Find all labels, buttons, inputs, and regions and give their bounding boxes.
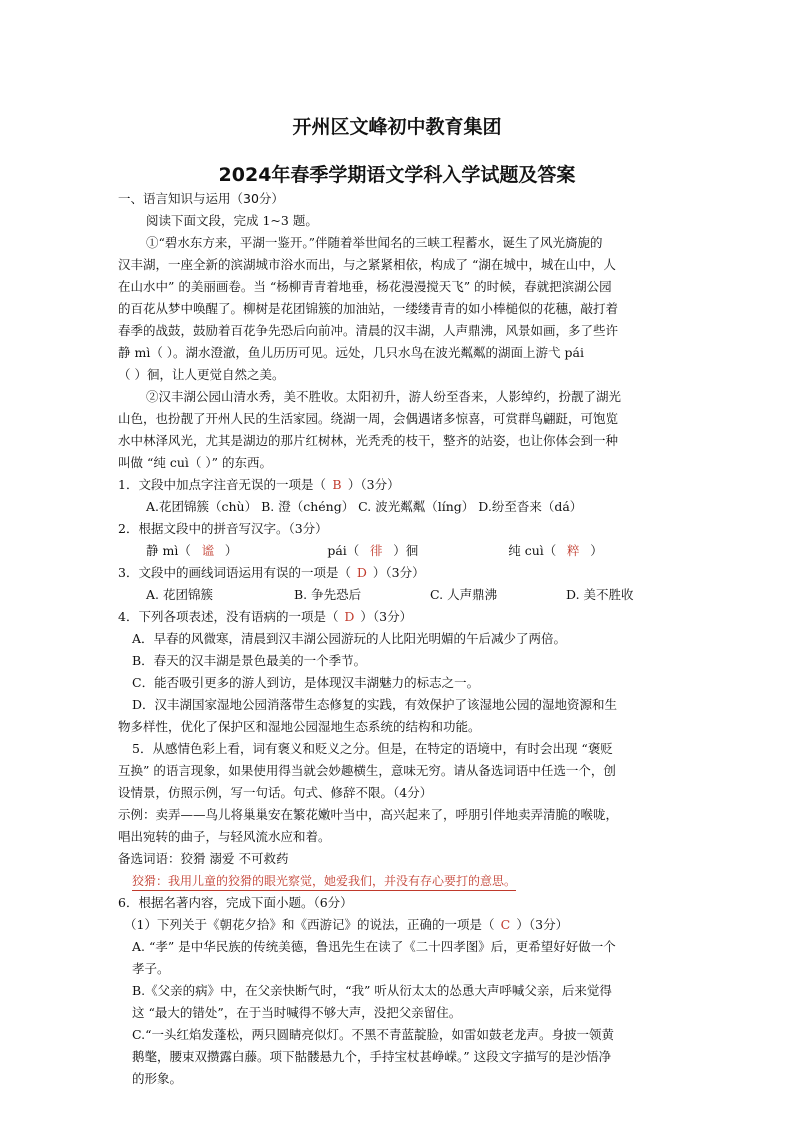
passage-2-line: 叫做 “纯 cuì（ ）” 的东西。 (118, 455, 272, 470)
question-1-score: ）（3分） (343, 477, 400, 492)
answer-prompt: pái（ (327, 543, 360, 558)
question-6-1-text: （1）下列关于《朝花夕拾》和《西游记》的说法，正确的一项是（ (124, 917, 499, 932)
section-heading: 一、语言知识与运用（30分） (118, 191, 284, 206)
question-4-option: A．早春的风微寒，清晨到汉丰湖公园游玩的人比阳光明媚的午后减少了两倍。 (132, 631, 567, 646)
answer-mark: 粹 (567, 543, 580, 558)
passage-1-line: 春季的战鼓，鼓励着百花争先恐后向前冲。清晨的汉丰湖，人声鼎沸，风景如画，多了些许 (118, 323, 619, 338)
answer-mark: D (344, 609, 355, 624)
answer-mark: D (356, 565, 367, 580)
answer-prompt: 纯 cuì（ (508, 543, 557, 558)
question-6-option: 鹅氅，腰束双攒露白藤。项下骷髅悬九个，手持宝杖甚峥嵘。” 这段文字描写的是沙悟净 (132, 1049, 612, 1064)
question-2: 2．根据文段中的拼音写汉字。（3分） (118, 521, 328, 536)
question-4 (118, 608, 412, 626)
question-6-option: C.“一头红焰发蓬松，两只圆睛亮似灯。不黑不青蓝靛脸，如雷如鼓老龙声。身披一领黄 (132, 1027, 614, 1042)
question-1-text: 1．文段中加点字注音无误的一项是（ (118, 477, 330, 492)
question-3-option: A. 花团锦簇 (146, 587, 213, 602)
question-6-option: 孝子。 (132, 961, 170, 976)
question-5-word-choices: 备选词语：狡猾 溺爱 不可救药 (118, 851, 289, 866)
question-1-options: A.花团锦簇（chù） B. 澄（chéng） C. 波光粼粼（líng） D.纷至沓来（dá） (146, 499, 583, 514)
question-2-answers (146, 542, 603, 560)
question-5-example: 唱出宛转的曲子，与轻风流水应和着。 (118, 829, 331, 844)
question-4-option: B．春天的汉丰湖是景色最美的一个季节。 (132, 653, 367, 668)
passage-1-line: （ ）徊，让人更觉自然之美。 (118, 367, 285, 382)
passage-2-line: 山色，也扮靓了开州人民的生活家园。绕湖一周，会偶遇诸多惊喜，可赏群鸟翩跹，可饱览 (118, 411, 619, 426)
answer-prompt: ） (590, 543, 603, 558)
question-1 (118, 476, 400, 494)
question-5-answer: 狡猾：我用儿童的狡猾的眼光察觉，她爱我们，并没有存心要打的意思。 (132, 872, 516, 891)
question-5-example: 示例：卖弄——鸟儿将巢巢安在繁花嫩叶当中，高兴起来了，呼朋引伴地卖弄清脆的喉咙， (118, 807, 619, 822)
question-6-1 (124, 916, 568, 934)
reading-intro: 阅读下面文段，完成 1~3 题。 (146, 213, 318, 228)
question-3 (118, 564, 425, 582)
answer-mark: C (500, 917, 511, 932)
answer-prompt: ）徊 (393, 543, 419, 558)
question-3-text: 3．文段中的画线词语运用有误的一项是（ (118, 565, 355, 580)
passage-1-line: 的百花从梦中唤醒了。柳树是花团锦簇的加油站，一缕缕青青的如小棒槌似的花穗，敲打着 (118, 301, 619, 316)
question-4-option: C．能否吸引更多的游人到访，是体现汉丰湖魅力的标志之一。 (132, 675, 480, 690)
question-6-option: 的形象。 (132, 1071, 183, 1086)
question-5-line: 设情景，仿照示例，写一句话。句式、修辞不限。（4分） (118, 785, 433, 800)
question-4-option: D．汉丰湖国家湿地公园消落带生态修复的实践，有效保护了该湿地公园的湿地资源和生 (132, 697, 618, 712)
question-6-option: B.《父亲的病》中，在父亲快断气时，“我” 听从衍太太的怂恿大声呼喊父亲，后来觉得 (132, 983, 612, 998)
question-5-line: 5．从感情色彩上看，词有褒义和贬义之分。但是，在特定的语境中，有时会出现 “褒贬 (132, 741, 613, 756)
question-5-line: 互换” 的语言现象，如果使用得当就会妙趣横生，意味无穷。请从备选词语中任选一个，创 (118, 763, 616, 778)
answer-mark: B (332, 477, 342, 492)
passage-2-line: ②汉丰湖公园山清水秀，美不胜收。太阳初升，游人纷至沓来，人影绰约，扮靓了湖光 (146, 389, 622, 404)
question-3-score: ）（3分） (368, 565, 425, 580)
answer-mark: 徘 (370, 543, 383, 558)
question-3-option: C. 人声鼎沸 (430, 587, 498, 602)
passage-1-line: 在山水中” 的美丽画卷。当 “杨柳青青着地垂，杨花漫漫搅天飞” 的时候，春就把滨湖公园 (118, 279, 612, 294)
question-3-option: B. 争先恐后 (294, 587, 362, 602)
question-4-score: ）（3分） (356, 609, 413, 624)
question-6-option: 这 “最大的错处”，在于当时喊得不够大声，没把父亲留住。 (132, 1005, 462, 1020)
answer-mark: 谧 (201, 543, 215, 558)
question-6-option: A. “孝” 是中华民族的传统美德，鲁迅先生在读了《二十四孝图》后，更希望好好做一个 (132, 939, 616, 954)
document-title: 开州区文峰初中教育集团 (292, 116, 502, 138)
question-4-text: 4．下列各项表述，没有语病的一项是（ (118, 609, 343, 624)
passage-2-line: 水中林泽风光，尤其是湖边的那片红树林，光秃秃的枝干，整齐的站姿，也让你体会到一种 (118, 433, 619, 448)
question-4-option: 物多样性，优化了保护区和湿地公园湿地生态系统的结构和功能。 (118, 719, 481, 734)
passage-1-line: 汉丰湖，一座全新的滨湖城市浴水而出，与之紧紧相依，构成了 “湖在城中，城在山中，人 (118, 257, 616, 272)
passage-1-line: ①“碧水东方来，平湖一鉴开。”伴随着举世闻名的三峡工程蓄水，诞生了风光旖旎的 (146, 235, 603, 250)
question-6: 6．根据名著内容，完成下面小题。（6分） (118, 895, 353, 910)
answer-prompt: ） (224, 543, 238, 558)
passage-1-line: 静 mì（ ）。湖水澄澈，鱼儿历历可见。远处，几只水鸟在波光粼粼的湖面上游弋 pái (118, 345, 584, 360)
document-subtitle: 2024年春季学期语文学科入学试题及答案 (218, 164, 576, 186)
question-6-1-score: ）（3分） (512, 917, 569, 932)
answer-prompt: 静 mì（ (146, 543, 191, 558)
question-3-option: D. 美不胜收 (566, 587, 634, 602)
